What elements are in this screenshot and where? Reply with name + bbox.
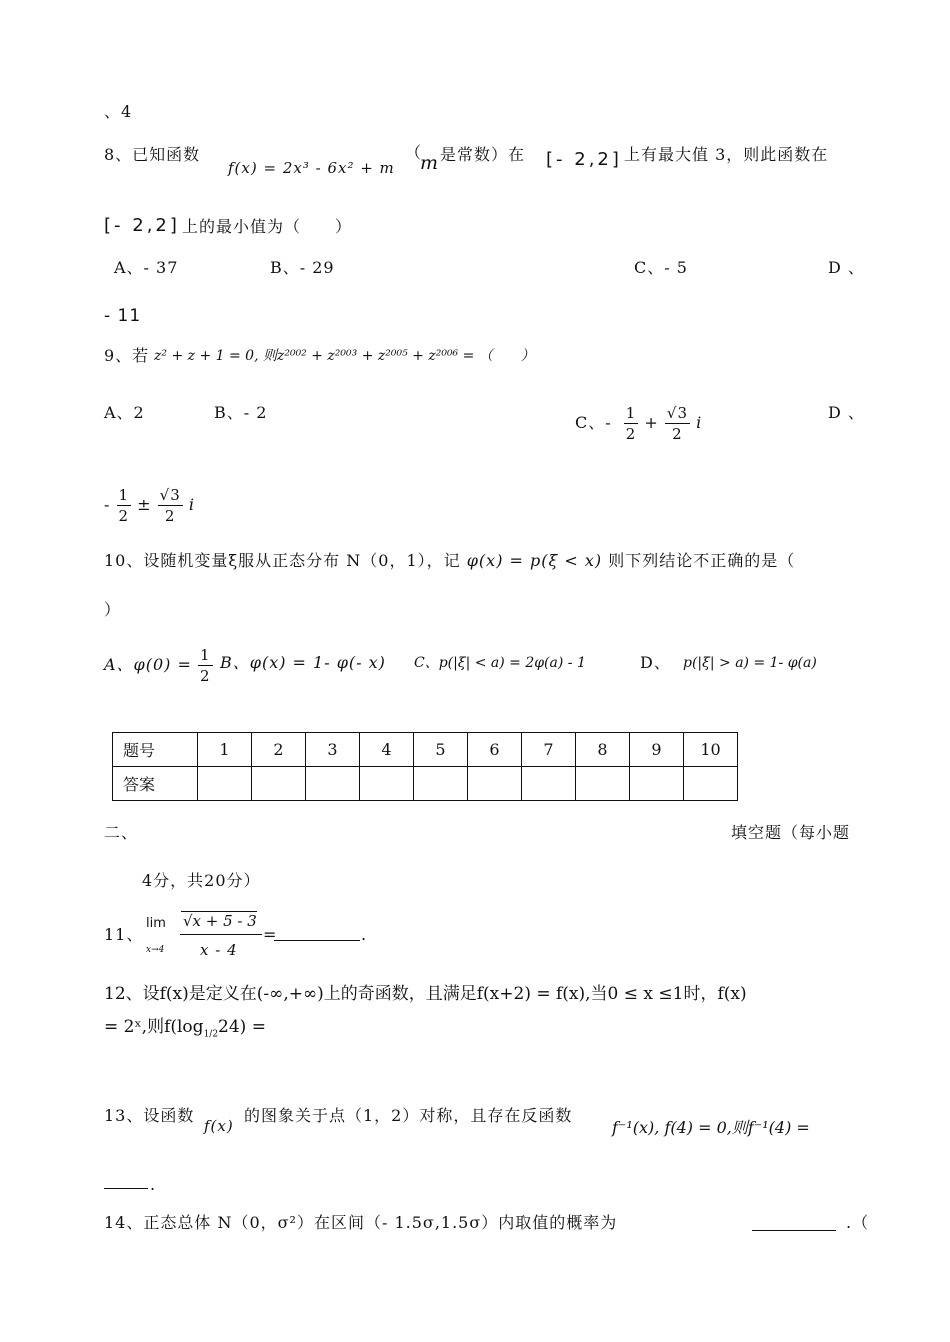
answer-table-number: 6 (468, 733, 522, 767)
answer-cell[interactable] (684, 767, 738, 801)
q14-line: 14、正态总体 N（0，σ²）在区间（- 1.5σ,1.5σ）内取值的概率为 (104, 1213, 618, 1232)
answer-cell[interactable] (360, 767, 414, 801)
q12-line1: 12、设f(x)是定义在(-∞,+∞)上的奇函数，且满足f(x+2) = f(x),当0 ≤ x ≤1时，f(x) (104, 984, 747, 1004)
answer-table-answer-label: 答案 (113, 767, 198, 801)
q8-function: f(x) = 2x³ - 6x² + m (228, 159, 395, 177)
q10-option-d-expr: p(|ξ| > a) = 1- φ(a) (683, 655, 817, 671)
q10-phi-definition: φ(x) = p(ξ < x) (466, 551, 603, 570)
section2-title-cont: 4分，共20分） (142, 871, 261, 890)
answer-table (112, 732, 738, 801)
q11-lim-sub: x→4 (146, 945, 165, 955)
answer-table-number: 7 (522, 733, 576, 767)
q8-prefix: 8、已知函数 (104, 145, 201, 164)
q14-end: .（ (846, 1213, 870, 1232)
q11-prefix: 11、 (104, 925, 144, 944)
q9-expression: z² + z + 1 = 0, 则z²⁰⁰² + z²⁰⁰³ + z²⁰⁰⁵ + z²⁰⁰⁶ = （ ） (154, 348, 535, 364)
answer-table-number: 9 (630, 733, 684, 767)
q10-line2: ） (104, 600, 122, 619)
q13-prefix: 13、设函数 (104, 1106, 195, 1125)
answer-cell[interactable] (414, 767, 468, 801)
q9-d-sqrt-fraction: $\frac{√3}{2}$ (159, 486, 181, 525)
answer-table-number: 10 (684, 733, 738, 767)
answer-cell[interactable] (630, 767, 684, 801)
q13-fx: f(x) (204, 1117, 234, 1135)
q8-interval: [- 2,2] (546, 149, 622, 170)
q8-line2: 上的最小值为（ ） (182, 217, 353, 236)
q12-log-base: 1/2 (203, 1029, 219, 1040)
answer-table-header-row (113, 733, 738, 767)
answer-table-number: 5 (414, 733, 468, 767)
q9-option-c: C、- $\frac{1}{2}$ + $\frac{√3}{2}$ i (575, 404, 703, 443)
q8-option-c: C、- 5 (634, 258, 688, 277)
q8-option-d-value: - 11 (104, 306, 142, 326)
q11-lim: lim (146, 916, 166, 931)
answer-cell[interactable] (306, 767, 360, 801)
answer-table-answer-row (113, 767, 738, 801)
answer-table-number-label: 题号 (113, 733, 198, 767)
q10-option-a: A、φ(0) = $\frac{1}{2}$ (104, 646, 211, 685)
answer-cell[interactable] (468, 767, 522, 801)
answer-table-number: 4 (360, 733, 414, 767)
q9-prefix: 9、若 (104, 346, 150, 365)
q13-answer-blank[interactable] (104, 1174, 148, 1189)
q11-fraction-bar (180, 934, 262, 935)
q11-answer-blank[interactable] (274, 924, 360, 941)
q9-c-sign: C、- (575, 413, 612, 432)
answer-cell[interactable] (576, 767, 630, 801)
q8-m-symbol: m (420, 152, 440, 174)
q11-equals: = (263, 925, 278, 944)
answer-table-number: 3 (306, 733, 360, 767)
q11-numerator: √x + 5 - 3 (183, 912, 257, 930)
q8-note-open: （ (405, 143, 423, 162)
section2-title: 填空题（每小题 (731, 823, 851, 842)
q13-mid: 的图象关于点（1，2）对称，且存在反函数 (244, 1106, 573, 1125)
q9-option-a: A、2 (104, 403, 145, 422)
q8-option-a: A、- 37 (114, 258, 179, 277)
section2-number: 二、 (104, 823, 139, 842)
q10-option-b: B、φ(x) = 1- φ(- x) (220, 653, 386, 672)
q9-option-b: B、- 2 (214, 403, 268, 422)
answer-table-number: 8 (576, 733, 630, 767)
q10-line1: 10、设随机变量ξ服从正态分布 N（0，1），记 φ(x) = p(ξ < x) 则下列结论不正确的是（ (104, 551, 796, 570)
q14-answer-blank[interactable] (752, 1214, 836, 1231)
q8-option-b: B、- 29 (270, 258, 335, 277)
q11-denominator: x - 4 (200, 941, 238, 959)
q12-line2: = 2ˣ,则$f(\log_{1/2}24)$ = (104, 1017, 266, 1040)
q10-option-d: D、 (640, 653, 671, 672)
q13-expression: f⁻¹(x), f(4) = 0,则f⁻¹(4) = (612, 1118, 810, 1137)
q9-d-fraction: $\frac{1}{2}$ (118, 486, 130, 525)
q9-c-sqrt-fraction: $\frac{√3}{2}$ (666, 404, 688, 443)
q11-end: . (361, 925, 368, 944)
answer-table-number: 2 (252, 733, 306, 767)
q13-end: . (150, 1175, 157, 1194)
q9-c-fraction: $\frac{1}{2}$ (625, 404, 637, 443)
q8-line2-interval: [- 2,2] (104, 215, 180, 236)
q9-option-d: D 、 (828, 403, 865, 422)
q8-suffix: 上有最大值 3，则此函数在 (624, 145, 829, 164)
q9-option-d-value: - $\frac{1}{2}$ ± $\frac{√3}{2}$ i (104, 486, 195, 525)
answer-cell[interactable] (252, 767, 306, 801)
q10-option-c: C、p(|ξ| < a) = 2φ(a) - 1 (414, 655, 586, 671)
answer-cell[interactable] (198, 767, 252, 801)
q8-option-d: D 、 (828, 258, 865, 277)
answer-cell[interactable] (522, 767, 576, 801)
answer-table-number: 1 (198, 733, 252, 767)
top-fragment: 、4 (104, 102, 133, 121)
q10-a-fraction: $\frac{1}{2}$ (200, 646, 211, 685)
q8-note: 是常数）在 (440, 145, 526, 164)
